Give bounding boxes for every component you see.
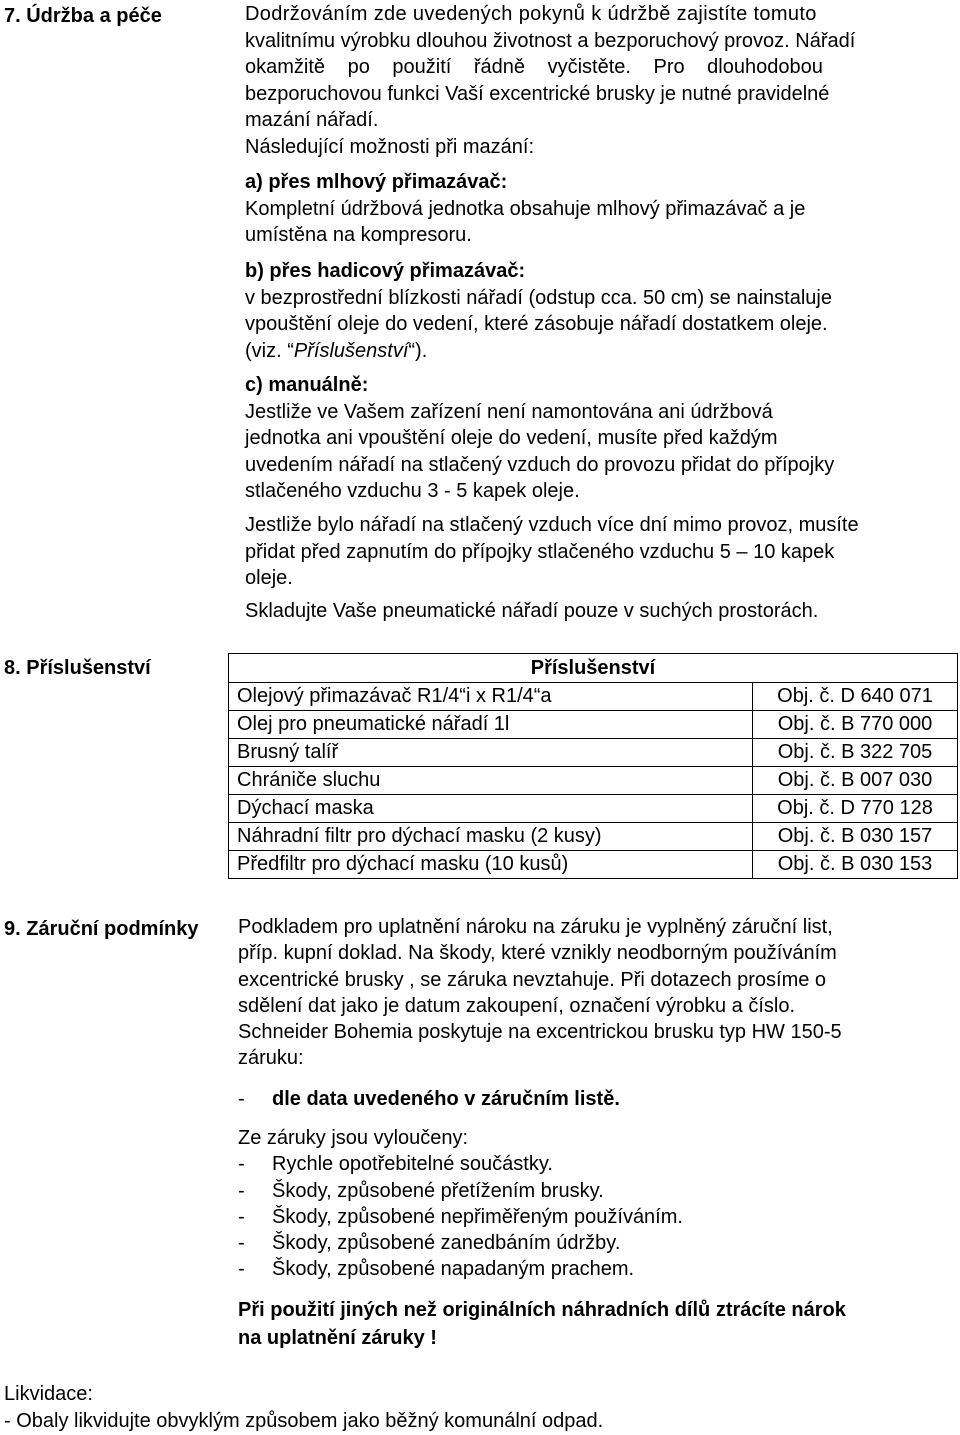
option-b-line: v bezprostřední blízkosti nářadí (odstup cca. 50 cm) se nainstaluje [245,286,832,309]
accessory-name: Náhradní filtr pro dýchací masku (2 kusy) [229,823,753,851]
accessory-name: Chrániče sluchu [229,767,753,795]
accessory-code: Obj. č. B 007 030 [753,767,958,795]
list-dash: - [238,1179,245,1202]
accessory-name: Olejový přimazávač R1/4“i x R1/4“a [229,683,753,711]
table-row [229,823,958,851]
exclusion-text: Škody, způsobené nepřiměřeným používáním. [272,1205,683,1228]
warranty-term-text: dle data uvedeného v záručním listě. [272,1088,620,1110]
section-7-intro-line: Následující možnosti při mazání: [245,135,535,158]
option-b-ref-link: Příslušenství [293,339,409,362]
exclusion-text: Škody, způsobené zanedbáním údržby. [272,1232,621,1255]
accessory-code: Obj. č. B 322 705 [753,739,958,767]
table-row [229,711,958,739]
accessory-name: Dýchací maska [229,795,753,823]
list-dash: - [238,1088,245,1110]
storage-note [245,598,950,625]
option-c-extra-line: oleje. [245,567,293,589]
warning-line: na uplatnění záruky ! [238,1327,437,1349]
section-7-heading: 7. Údržba a péče [4,5,162,27]
exclusions-title: Ze záruky jsou vyloučeny: [238,1127,469,1149]
list-item [238,1256,953,1282]
disposal-heading: Likvidace: [4,1383,93,1405]
accessory-code: Obj. č. B 030 153 [753,851,958,879]
accessories-table-title: Příslušenství [229,654,958,683]
warning-line: Při použití jiných než originálních náhradních dílů ztrácíte nárok [238,1299,846,1321]
warranty-line: Podkladem pro uplatnění nároku na záruku je vyplněný záruční list, [238,916,833,938]
option-c-line: jednotka ani vpouštění oleje do vedení, musíte před každým [245,427,778,449]
accessory-code: Obj. č. B 770 000 [753,711,958,739]
accessory-name: Předfiltr pro dýchací masku (10 kusů) [229,851,753,879]
option-b-title: b) přes hadicový přimazávač: [245,260,526,282]
warranty-line: excentrické brusky , se záruka nevztahuje. Při dotazech prosíme o [238,968,827,991]
option-b-ref-prefix: (viz. “ [245,339,294,362]
section-7-intro-line: okamžitě po použití řádně vyčistěte. Pro dlouhodobou [245,56,823,78]
section-7-intro-line: bezporuchovou funkci Vaší excentrické brusky je nutné pravidelné [245,82,830,105]
accessory-code: Obj. č. B 030 157 [753,823,958,851]
list-dash: - [238,1205,245,1228]
list-dash: - [238,1258,245,1281]
table-row [229,683,958,711]
section-7-intro-line: kvalitnímu výrobku dlouhou životnost a bezporuchový provoz. Nářadí [245,29,856,52]
option-c-line: stlačeného vzduchu 3 - 5 kapek oleje. [245,480,580,502]
section-7-intro-line: mazání nářadí. [245,109,379,131]
table-row [229,739,958,767]
warranty-line: Schneider Bohemia poskytuje na excentrickou brusku typ HW 150-5 [238,1021,842,1044]
disposal-line: - Obaly likvidujte obvyklým způsobem jako běžný komunální odpad. [4,1410,604,1432]
option-a-line: umístěna na kompresoru. [245,224,472,246]
storage-text: Skladujte Vaše pneumatické nářadí pouze v suchých prostorách. [245,600,819,622]
option-b-reference [245,338,950,365]
accessories-table [228,653,958,879]
warranty-intro [238,914,953,1072]
exclusion-text: Škody, způsobené napadaným prachem. [272,1258,635,1281]
option-c-line: uvedením nářadí na stlačený vzduch do provozu přidat do přípojky [245,453,835,476]
exclusions [238,1125,953,1283]
option-a-line: Kompletní údržbová jednotka obsahuje mlhový přimazávač a je [245,197,806,220]
option-c-title: c) manuálně: [245,374,369,396]
option-a [245,169,950,249]
option-a-title: a) přes mlhový přimazávač: [245,171,508,193]
section-7-intro-line: Dodržováním zde uvedených pokynů k údržbě zajistíte tomuto [245,3,817,25]
option-c [245,372,950,505]
exclusion-text: Rychle opotřebitelné součástky. [272,1153,553,1176]
option-b-ref-suffix: “). [408,339,428,362]
option-b-line: vpouštění oleje do vedení, které zásobuje nářadí dostatkem oleje. [245,313,828,335]
option-c-extra [245,512,950,592]
accessory-name: Olej pro pneumatické nářadí 1l [229,711,753,739]
disposal-section [4,1381,603,1435]
table-row [229,767,958,795]
warranty-line: záruku: [238,1047,304,1070]
section-8-heading: 8. Příslušenství [4,657,151,679]
table-row [229,795,958,823]
option-c-line: Jestliže ve Vašem zařízení není namontována ani údržbová [245,400,773,423]
section-9-heading: 9. Záruční podmínky [4,918,199,940]
warranty-warning [238,1296,953,1352]
warranty-line: příp. kupní doklad. Na škody, které vznikly neodborným používáním [238,942,837,965]
option-b [245,258,950,364]
warranty-line: sdělení dat jako je datum zakoupení, označení výrobku a číslo. [238,994,796,1017]
accessory-code: Obj. č. D 770 128 [753,795,958,823]
option-c-extra-line: přidat před zapnutím do přípojky stlačeného vzduchu 5 – 10 kapek [245,540,835,563]
list-dash: - [238,1232,245,1255]
list-item [238,1151,953,1177]
option-c-extra-line: Jestliže bylo nářadí na stlačený vzduch více dní mimo provoz, musíte [245,514,859,536]
list-item [238,1178,953,1204]
section-7-body [245,1,950,160]
warranty-term [238,1086,953,1112]
list-item [238,1204,953,1230]
warranty-term-line [238,1086,953,1112]
table-row [229,851,958,879]
list-item [238,1230,953,1256]
list-dash: - [238,1153,245,1176]
accessory-code: Obj. č. D 640 071 [753,683,958,711]
exclusion-text: Škody, způsobené přetížením brusky. [272,1179,604,1202]
accessory-name: Brusný talíř [229,739,753,767]
